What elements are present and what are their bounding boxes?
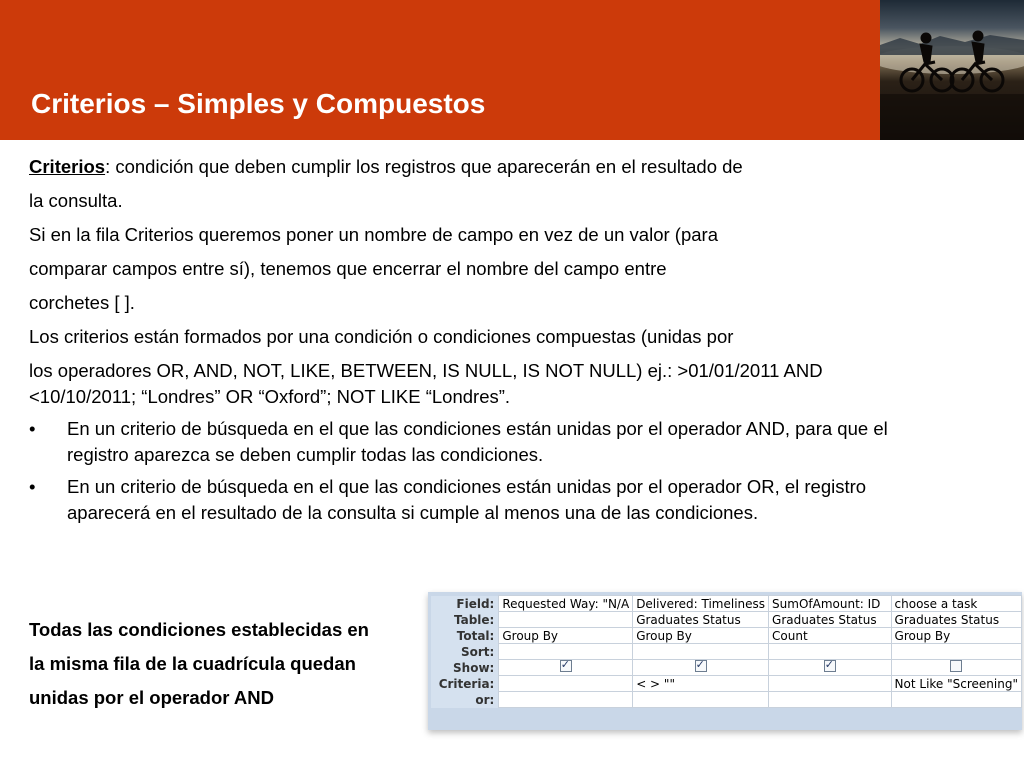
title-bar — [0, 0, 880, 140]
grid-row-show — [431, 660, 1022, 676]
paragraph-fields-line1: Si en la fila Criterios queremos poner un nombre de campo en vez de un valor (para — [29, 224, 718, 245]
bullet-marker: • — [29, 476, 36, 497]
list-item — [29, 416, 949, 468]
query-design-grid — [428, 592, 1022, 730]
grid-cell-total[interactable]: Count — [769, 628, 892, 644]
grid-row-or — [431, 692, 1022, 708]
grid-cell-show — [499, 660, 633, 676]
grid-cell-show — [891, 660, 1021, 676]
row-label-field: Field: — [431, 596, 499, 612]
row-label-show: Show: — [431, 660, 499, 676]
grid-cell-total[interactable]: Group By — [499, 628, 633, 644]
grid-cell-field[interactable]: choose a task — [891, 596, 1021, 612]
slide-body — [29, 150, 949, 526]
list-item — [29, 474, 949, 526]
grid-cell-sort[interactable] — [633, 644, 769, 660]
paragraph-operators-line3: <10/10/2011; “Londres” OR “Oxford”; NOT LIKE “Londres”. — [29, 386, 511, 407]
grid-cell-or[interactable] — [891, 692, 1021, 708]
and-summary-line1: Todas las condiciones establecidas en — [29, 619, 369, 640]
grid-cell-criteria[interactable] — [499, 676, 633, 692]
bullet-marker: • — [29, 418, 36, 439]
criterios-term: Criterios — [29, 156, 106, 177]
paragraph-fields-line2: comparar campos entre sí), tenemos que encerrar el nombre del campo entre — [29, 258, 667, 279]
grid-cell-table[interactable]: Graduates Status — [769, 612, 892, 628]
paragraph-operators-line1: Los criterios están formados por una condición o condiciones compuestas (unidas por — [29, 326, 734, 347]
show-checkbox[interactable] — [824, 660, 836, 672]
bullet-or: En un criterio de búsqueda en el que las condiciones están unidas por el operador OR, el registro aparecerá en el resultado de la consulta si cumple al menos una de las condiciones. — [67, 476, 867, 523]
bullet-and: En un criterio de búsqueda en el que las condiciones están unidas por el operador AND, para que el registro aparezca se deben cumplir todas las condiciones. — [67, 418, 888, 465]
grid-row-total — [431, 628, 1022, 644]
grid-cell-field[interactable]: SumOfAmount: ID — [769, 596, 892, 612]
paragraph-fields-line3: corchetes [ ]. — [29, 292, 135, 313]
grid-cell-table[interactable]: Graduates Status — [633, 612, 769, 628]
grid-row-sort — [431, 644, 1022, 660]
grid-row-criteria — [431, 676, 1022, 692]
grid-row-table — [431, 612, 1022, 628]
show-checkbox[interactable] — [695, 660, 707, 672]
grid-cell-criteria[interactable] — [769, 676, 892, 692]
grid-cell-criteria[interactable]: < > "" — [633, 676, 769, 692]
paragraph-criterios-line1 — [29, 150, 949, 184]
show-checkbox[interactable] — [950, 660, 962, 672]
grid-row-field — [431, 596, 1022, 612]
paragraph-operators-line2: los operadores OR, AND, NOT, LIKE, BETWEEN, IS NULL, IS NOT NULL) ej.: >01/01/2011 AND — [29, 360, 823, 381]
grid-cell-sort[interactable] — [499, 644, 633, 660]
grid-cell-or[interactable] — [769, 692, 892, 708]
grid-cell-table[interactable] — [499, 612, 633, 628]
show-checkbox[interactable] — [560, 660, 572, 672]
grid-cell-field[interactable]: Delivered: Timeliness — [633, 596, 769, 612]
and-summary — [29, 613, 369, 715]
grid-cell-show — [633, 660, 769, 676]
row-label-sort: Sort: — [431, 644, 499, 660]
cyclists-silhouette-icon — [880, 0, 1024, 140]
cyclists-photo — [880, 0, 1024, 140]
and-summary-line2: la misma fila de la cuadrícula quedan — [29, 653, 356, 674]
and-summary-line3: unidas por el operador AND — [29, 687, 274, 708]
grid-cell-table[interactable]: Graduates Status — [891, 612, 1021, 628]
query-grid-table — [431, 595, 1022, 708]
grid-cell-show — [769, 660, 892, 676]
grid-cell-sort[interactable] — [891, 644, 1021, 660]
paragraph-operators-continued — [29, 358, 949, 410]
row-label-table: Table: — [431, 612, 499, 628]
row-label-total: Total: — [431, 628, 499, 644]
slide-title: Criterios – Simples y Compuestos — [31, 88, 486, 119]
criterios-definition: : condición que deben cumplir los registros que aparecerán en el resultado de — [105, 156, 743, 177]
grid-cell-sort[interactable] — [769, 644, 892, 660]
grid-cell-field[interactable]: Requested Way: "N/A — [499, 596, 633, 612]
row-label-criteria: Criteria: — [431, 676, 499, 692]
grid-cell-total[interactable]: Group By — [633, 628, 769, 644]
paragraph-criterios-line2: la consulta. — [29, 190, 123, 211]
row-label-or: or: — [431, 692, 499, 708]
grid-cell-total[interactable]: Group By — [891, 628, 1021, 644]
grid-cell-criteria[interactable]: Not Like "Screening" — [891, 676, 1021, 692]
grid-cell-or[interactable] — [499, 692, 633, 708]
grid-cell-or[interactable] — [633, 692, 769, 708]
